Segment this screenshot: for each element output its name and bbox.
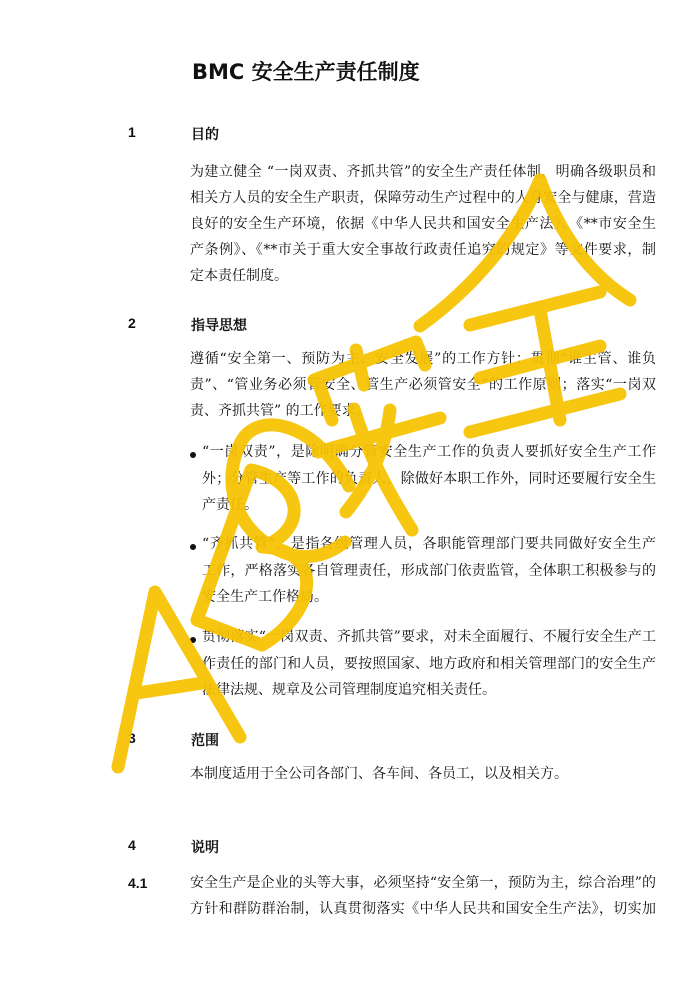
section-1-paragraph (190, 159, 656, 289)
paragraph-line: 定本责任制度。 (190, 268, 288, 284)
bullet-line: 贯彻落实“一岗双责、齐抓共管”要求，对未全面履行、不履行安全生产工 (202, 629, 656, 645)
paragraph-line: 遵循“安全第一、预防为主、安全发展”的工作方针；贯彻“谁主管、谁负 (190, 351, 656, 367)
paragraph-line: 产条例》、《**市关于重大安全事故行政责任追究的规定》等文件要求，制 (190, 242, 656, 258)
paragraph-line: 良好的安全生产环境，依据《中华人民共和国安全生产法》、《**市安全生 (190, 216, 656, 232)
section-2-number: 2 (128, 315, 136, 331)
bullet-line: 作责任的部门和人员，要按照国家、地方政府和相关管理部门的安全生产 (202, 655, 656, 672)
bullet-1-dot (190, 452, 196, 458)
bullet-line: 产责任。 (202, 497, 258, 513)
bullet-1-text (202, 439, 656, 519)
document-title: BMC 安全生产责任制度 (192, 60, 420, 84)
bullet-line: 外；分管生产等工作的负责人，除做好本职工作外，同时还要履行安全生 (202, 470, 656, 487)
paragraph-line: 相关方人员的安全生产职责，保障劳动生产过程中的人身安全与健康，营造 (190, 190, 656, 206)
section-4-1-paragraph (190, 870, 656, 922)
bullet-3-dot (190, 637, 196, 643)
section-2-heading: 指导思想 (191, 318, 247, 334)
paragraph-line: 安全生产是企业的头等大事，必须坚持“安全第一，预防为主，综合治理”的 (190, 875, 656, 891)
section-4-1-number: 4.1 (128, 875, 148, 891)
section-3-paragraph (190, 761, 656, 787)
paragraph-line: 为建立健全 “一岗双责、齐抓共管”的安全生产责任体制，明确各级职员和 (190, 164, 656, 180)
paragraph-line: 本制度适用于全公司各部门、各车间、各员工，以及相关方。 (190, 766, 568, 782)
bullet-line: “齐抓共管”，是指各级管理人员，各职能管理部门要共同做好安全生产 (202, 536, 656, 552)
paragraph-line: 方针和群防群治制，认真贯彻落实《中华人民共和国安全生产法》，切实加 (190, 901, 656, 917)
bullet-line: 工作，严格落实各自管理责任，形成部门依责监管，全体职工积极参与的 (202, 562, 656, 579)
section-2-paragraph (190, 346, 656, 424)
bullet-3-text (202, 624, 656, 704)
section-3-number: 3 (128, 730, 136, 746)
bullet-line: 安全生产工作格局。 (202, 589, 328, 605)
section-4-heading: 说明 (191, 840, 219, 856)
section-4-number: 4 (128, 837, 136, 853)
paragraph-line: 责、齐抓共管” 的工作要求。 (190, 403, 370, 419)
section-3-heading: 范围 (191, 733, 219, 749)
section-1-heading: 目的 (191, 127, 219, 143)
bullet-2-text (202, 531, 656, 611)
bullet-2-dot (190, 544, 196, 550)
paragraph-line: 责”、“管业务必须管安全、管生产必须管安全”的工作原则；落实“一岗双 (190, 377, 656, 393)
section-1-number: 1 (128, 124, 136, 140)
bullet-line: 法律法规、规章及公司管理制度追究相关责任。 (202, 682, 496, 698)
bullet-line: “一岗双责”，是除明确分管安全生产工作的负责人要抓好安全生产工作 (202, 444, 656, 460)
